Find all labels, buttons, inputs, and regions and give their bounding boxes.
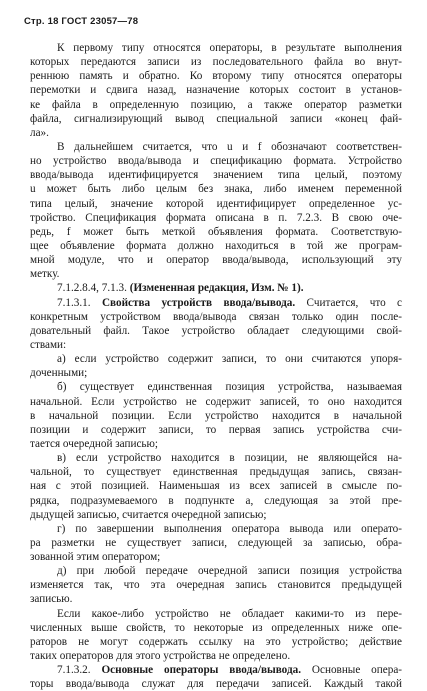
text-span: ная с этой позицией. Наименьшая из всех записей в смысле по- bbox=[30, 480, 402, 493]
text-span: дыдущей записью, считается очередной записью; bbox=[30, 508, 267, 521]
text-line bbox=[30, 366, 402, 380]
bold-span: Основные операторы ввода/вывода. bbox=[101, 664, 302, 677]
text-line bbox=[30, 592, 402, 606]
text-line bbox=[30, 352, 402, 366]
text-span: чальной, то существует единственная предыдущая запись, связан- bbox=[30, 466, 402, 479]
text-span: которых передаются записи из последовательного файла во внут- bbox=[30, 56, 402, 69]
text-line bbox=[30, 324, 402, 338]
text-line bbox=[30, 522, 402, 536]
text-span: ввода/вывода идентифицируется значением типа целый, поэтому bbox=[30, 169, 402, 182]
text-line bbox=[30, 607, 402, 621]
text-span: Основные опера- bbox=[301, 664, 402, 677]
text-span: записью. bbox=[30, 593, 73, 606]
text-span: позиции и содержит записи, то первая запись устройства счи- bbox=[30, 423, 402, 436]
text-span: в) если устройство находится в позиции, не являющейся на- bbox=[57, 452, 402, 465]
text-line bbox=[30, 126, 402, 140]
text-line bbox=[30, 536, 402, 550]
text-line bbox=[30, 635, 402, 649]
text-span: перемотки и сдвига назад, назначение которых состоит в установ- bbox=[30, 84, 402, 97]
text-span: начальной. Если устройство не содержит записей, то оно находится bbox=[30, 395, 402, 408]
text-span: изменяется так, что эта очередная запись становится предыдущей bbox=[30, 579, 402, 592]
text-line bbox=[30, 437, 402, 451]
text-line bbox=[30, 479, 402, 493]
text-span: рядка, подразумеваемого в подпункте а, следующая за этой пре- bbox=[30, 494, 402, 507]
bold-span: Свойства устройств ввода/вывода. bbox=[101, 296, 296, 309]
text-span: торы ввода/вывода служат для передачи записей. Каждый такой bbox=[30, 678, 402, 691]
text-span: довательный файл. Такое устройство обладает следующими свой- bbox=[30, 324, 402, 337]
text-line bbox=[30, 508, 402, 522]
text-span: конкретным устройством ввода/вывода связан только один после- bbox=[30, 310, 402, 323]
text-line bbox=[30, 182, 402, 196]
text-line bbox=[30, 465, 402, 479]
text-line bbox=[30, 267, 402, 281]
text-span: 7.1.3.2. bbox=[57, 664, 102, 677]
text-line bbox=[30, 197, 402, 211]
text-span: г) по завершении выполнения оператора вывода или операто- bbox=[57, 522, 402, 535]
body-text bbox=[30, 41, 402, 691]
text-span: реннюю память и обратно. Ко второму типу относятся операторы bbox=[30, 70, 402, 83]
text-span: ра разметки не существует записи, следующей за записью, обра- bbox=[30, 536, 402, 549]
page-header: Стр. 18 ГОСТ 23057—78 bbox=[24, 16, 139, 27]
text-line bbox=[30, 41, 402, 55]
text-line bbox=[30, 112, 402, 126]
text-line bbox=[30, 168, 402, 182]
text-span: ла». bbox=[30, 126, 49, 139]
text-span: файла, сигнализирующий вывод специальной записи «конец фай- bbox=[30, 112, 402, 125]
text-line bbox=[30, 154, 402, 168]
text-span: тается очередной записью; bbox=[30, 437, 159, 450]
text-span: В дальнейшем считается, что u и f обозначают соответствен- bbox=[57, 140, 402, 153]
text-line bbox=[30, 69, 402, 83]
text-line bbox=[30, 253, 402, 267]
text-line bbox=[30, 621, 402, 635]
text-span: численных выше свойств, то некоторые из определенных ниже опе- bbox=[30, 621, 402, 634]
text-span: тройство. Спецификация формата описана в п. 7.2.3. В свою оче- bbox=[30, 211, 402, 224]
text-line bbox=[30, 225, 402, 239]
text-line bbox=[30, 663, 402, 677]
text-span: таких операторов для этого устройства не определено. bbox=[30, 650, 291, 663]
text-span: Если какое-либо устройство не обладает какими-то из пере- bbox=[57, 607, 402, 620]
text-span: Считается, что с bbox=[295, 296, 402, 309]
text-span: редь, f может быть меткой объявления формата. Соответствую- bbox=[30, 225, 402, 238]
text-line bbox=[30, 296, 402, 310]
text-span: зованной этим оператором; bbox=[30, 551, 161, 564]
text-line bbox=[30, 98, 402, 112]
text-span: К первому типу относятся операторы, в результате выполнения bbox=[57, 42, 402, 54]
text-span: 7.1.2.8.4, 7.1.3. bbox=[57, 282, 130, 295]
text-line bbox=[30, 451, 402, 465]
text-line bbox=[30, 140, 402, 154]
text-span: б) существует единственная позиция устройства, называемая bbox=[57, 381, 402, 394]
text-span: мной модуле, что и оператор ввода/вывода, использующий эту bbox=[30, 254, 402, 267]
text-span: д) при любой передаче очередной записи позиция устройства bbox=[57, 565, 402, 578]
text-line bbox=[30, 550, 402, 564]
text-line bbox=[30, 83, 402, 97]
text-span: но устройство ввода/вывода и спецификацию формата. Устройство bbox=[30, 155, 402, 168]
text-line bbox=[30, 423, 402, 437]
bold-span: (Измененная редакция, Изм. № 1). bbox=[129, 282, 304, 295]
text-line bbox=[30, 211, 402, 225]
text-line bbox=[30, 649, 402, 663]
text-line bbox=[30, 578, 402, 592]
text-line bbox=[30, 380, 402, 394]
text-span: раторов не могут содержать ссылку на это устройство; действие bbox=[30, 635, 402, 648]
text-line bbox=[30, 564, 402, 578]
text-line bbox=[30, 55, 402, 69]
text-span: 7.1.3.1. bbox=[57, 296, 102, 309]
text-span: ствами: bbox=[30, 338, 67, 351]
text-span: в начальной позиции. Если устройство находится в начальной bbox=[30, 409, 402, 422]
text-span: щее объявление формата должно находиться в той же програм- bbox=[30, 239, 402, 252]
text-line bbox=[30, 494, 402, 508]
text-line bbox=[30, 310, 402, 324]
text-span: метку. bbox=[30, 268, 60, 281]
text-line bbox=[30, 281, 402, 295]
text-line bbox=[30, 239, 402, 253]
text-line bbox=[30, 338, 402, 352]
text-line bbox=[30, 395, 402, 409]
text-span: доченными; bbox=[30, 367, 88, 380]
text-span: а) если устройство содержит записи, то они считаются упоря- bbox=[57, 353, 402, 366]
text-line bbox=[30, 677, 402, 691]
text-line bbox=[30, 409, 402, 423]
text-span: u может быть либо целым без знака, либо именем переменной bbox=[30, 183, 402, 196]
text-span: типа целый, значение которой идентифицирует определенное ус- bbox=[30, 197, 402, 210]
text-span: ке файла в определенную позицию, а также оператор разметки bbox=[30, 98, 402, 111]
